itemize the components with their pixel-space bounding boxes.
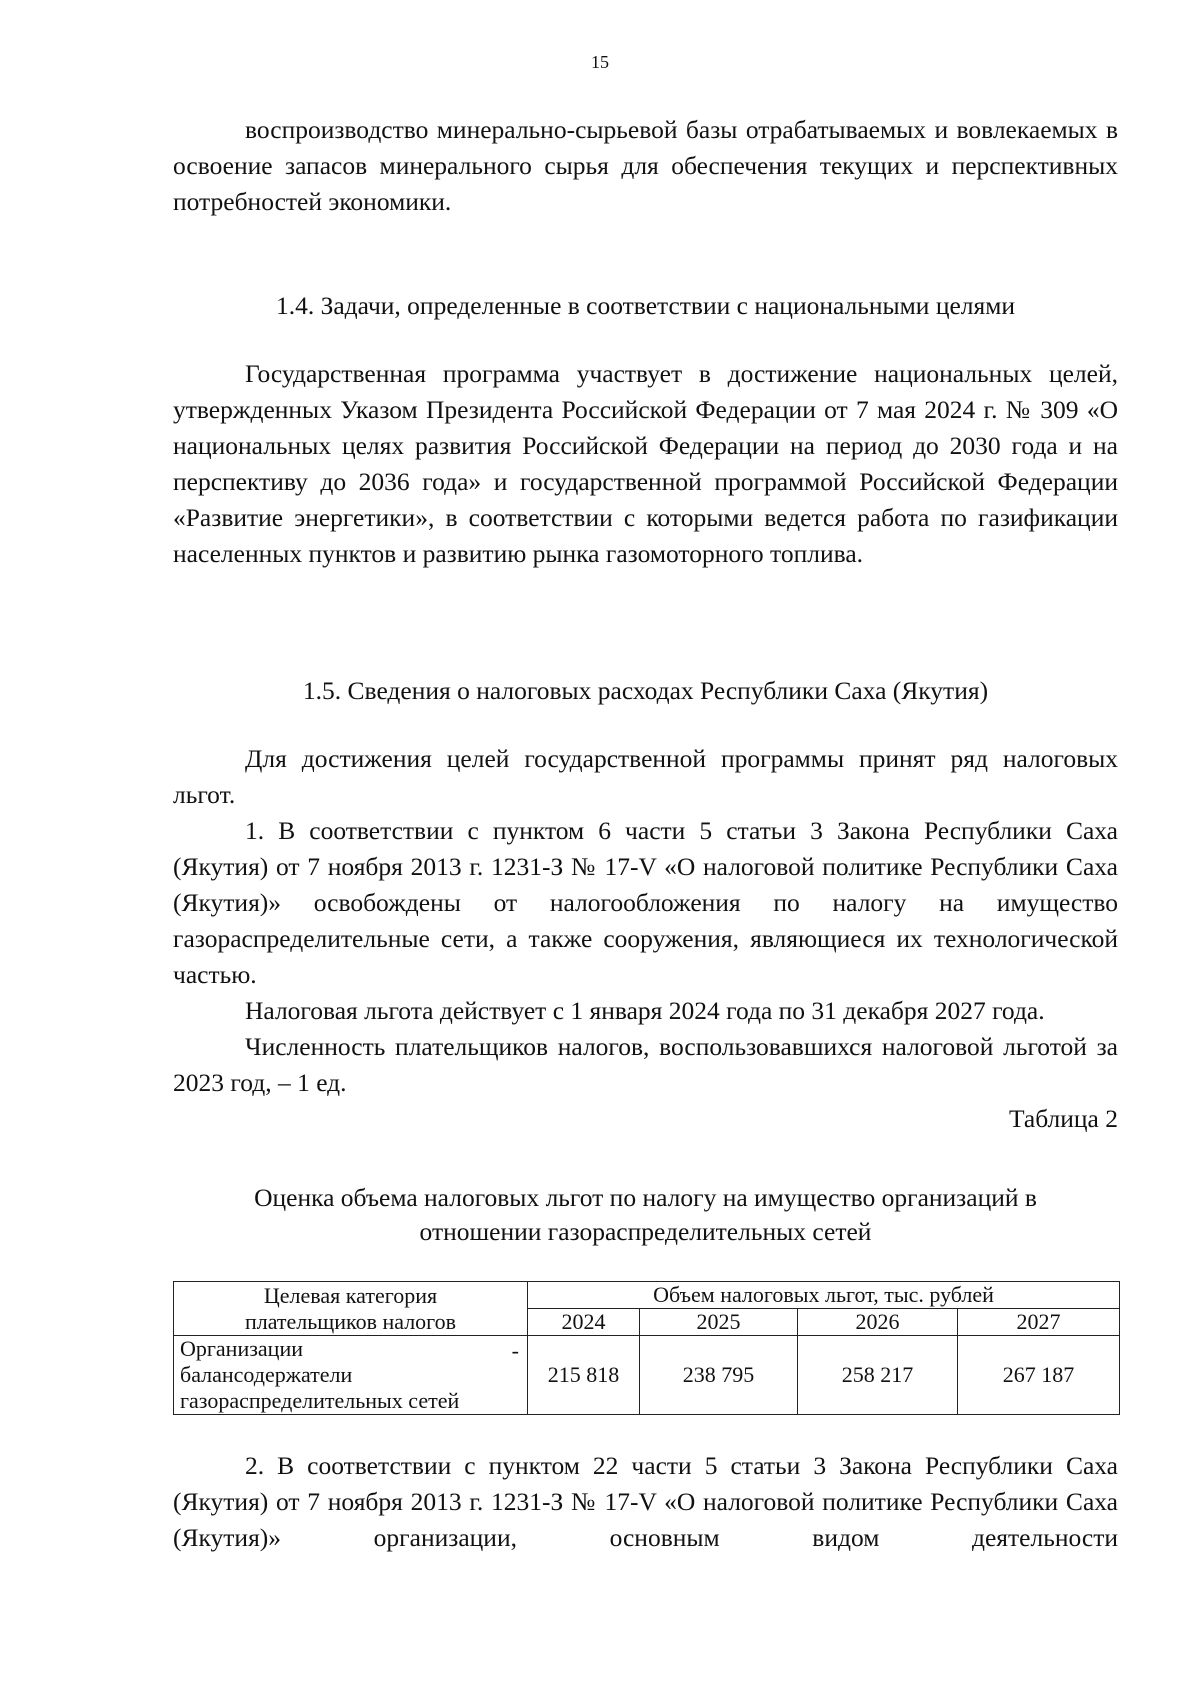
row-category-line-2: балансодержатели [180,1362,353,1387]
table-title-line-1: Оценка объема налоговых льгот по налогу на имущество организаций в [254,1183,1037,1212]
paragraph-benefit-1: 1. В соответствии с пунктом 6 части 5 статьи 3 Закона Республики Саха (Якутия) от 7 ноября 2013 г. 1231-З № 17-V «О налоговой политике Республики Саха (Якутия)» освобождены от налогообложения по налогу на имущество газораспределительные сети, а также сооружения, являющиеся их технологической частью. [173,816,1118,989]
value-cell: 238 795 [640,1336,798,1415]
section-1-5-heading: 1.5. Сведения о налоговых расходах Республики Саха (Якутия) [302,676,989,705]
paragraph-payer-count: Численность плательщиков налогов, воспользовавшихся налоговой льготой за 2023 год, – 1 ед. [173,1032,1118,1097]
value-cell: 267 187 [958,1336,1120,1415]
header-year: 2025 [640,1309,798,1336]
header-category [174,1282,528,1336]
row-category-line-3: газораспределительных сетей [180,1388,460,1413]
table-header-row-1 [174,1282,1120,1309]
section-1-4-heading: 1.4. Задачи, определенные в соответствии с национальными целями [275,291,1016,320]
table-title [173,1181,1118,1249]
header-year: 2027 [958,1309,1120,1336]
section-1-4 [173,288,1118,324]
page-number: 15 [591,52,609,72]
header-category-line-2: плательщиков налогов [244,1308,457,1334]
row-category-line-1: Организации [180,1336,303,1361]
table-label: Таблица 2 [1008,1104,1118,1133]
row-category-dash: - [511,1338,519,1363]
section-1-5 [173,673,1118,709]
header-category-line-1: Целевая категория [263,1282,438,1308]
table-title-line-2: отношении газораспределительных сетей [419,1217,872,1246]
paragraph-benefit-2: 2. В соответствии с пунктом 22 части 5 статьи 3 Закона Республики Саха (Якутия) от 7 ноября 2013 г. 1231-З № 17-V «О налоговой политике Республики Саха (Якутия)» организации, основным видом деятельности [173,1451,1118,1552]
paragraph-intro: Для достижения целей государственной программы принят ряд налоговых льгот. [173,744,1118,809]
tax-benefit-table [173,1281,1120,1415]
section-1-4-paragraph: Государственная программа участвует в достижение национальных целей, утвержденных Указом Президента Российской Федерации от 7 мая 2024 г. № 309 «О национальных целях развития Российской Федерации на период до 2030 года и на перспективу до 2036 года» и государственной программой Российской Федерации «Развитие энергетики», в соответствии с которыми ведется работа по газификации населенных пунктов и развитию рынка газомоторного топлива. [173,359,1118,568]
value-cell: 215 818 [528,1336,640,1415]
paragraph-benefit-2-block [173,1448,1118,1556]
table-row [174,1336,1120,1415]
paragraph-top: воспроизводство минерально-сырьевой базы отрабатываемых и вовлекаемых в освоение запасов минерального сырья для обеспечения текущих и перспективных потребностей экономики. [173,115,1118,216]
header-volume: Объем налоговых льгот, тыс. рублей [528,1282,1120,1309]
section-1-4-body [173,356,1118,572]
row-category [174,1336,528,1415]
paragraph-benefit-period: Налоговая льгота действует с 1 января 2024 года по 31 декабря 2027 года. [245,996,1045,1025]
value-cell: 258 217 [798,1336,958,1415]
paragraph-continuation [173,112,1118,220]
section-1-5-body [173,741,1118,1137]
header-year: 2026 [798,1309,958,1336]
header-year: 2024 [528,1309,640,1336]
